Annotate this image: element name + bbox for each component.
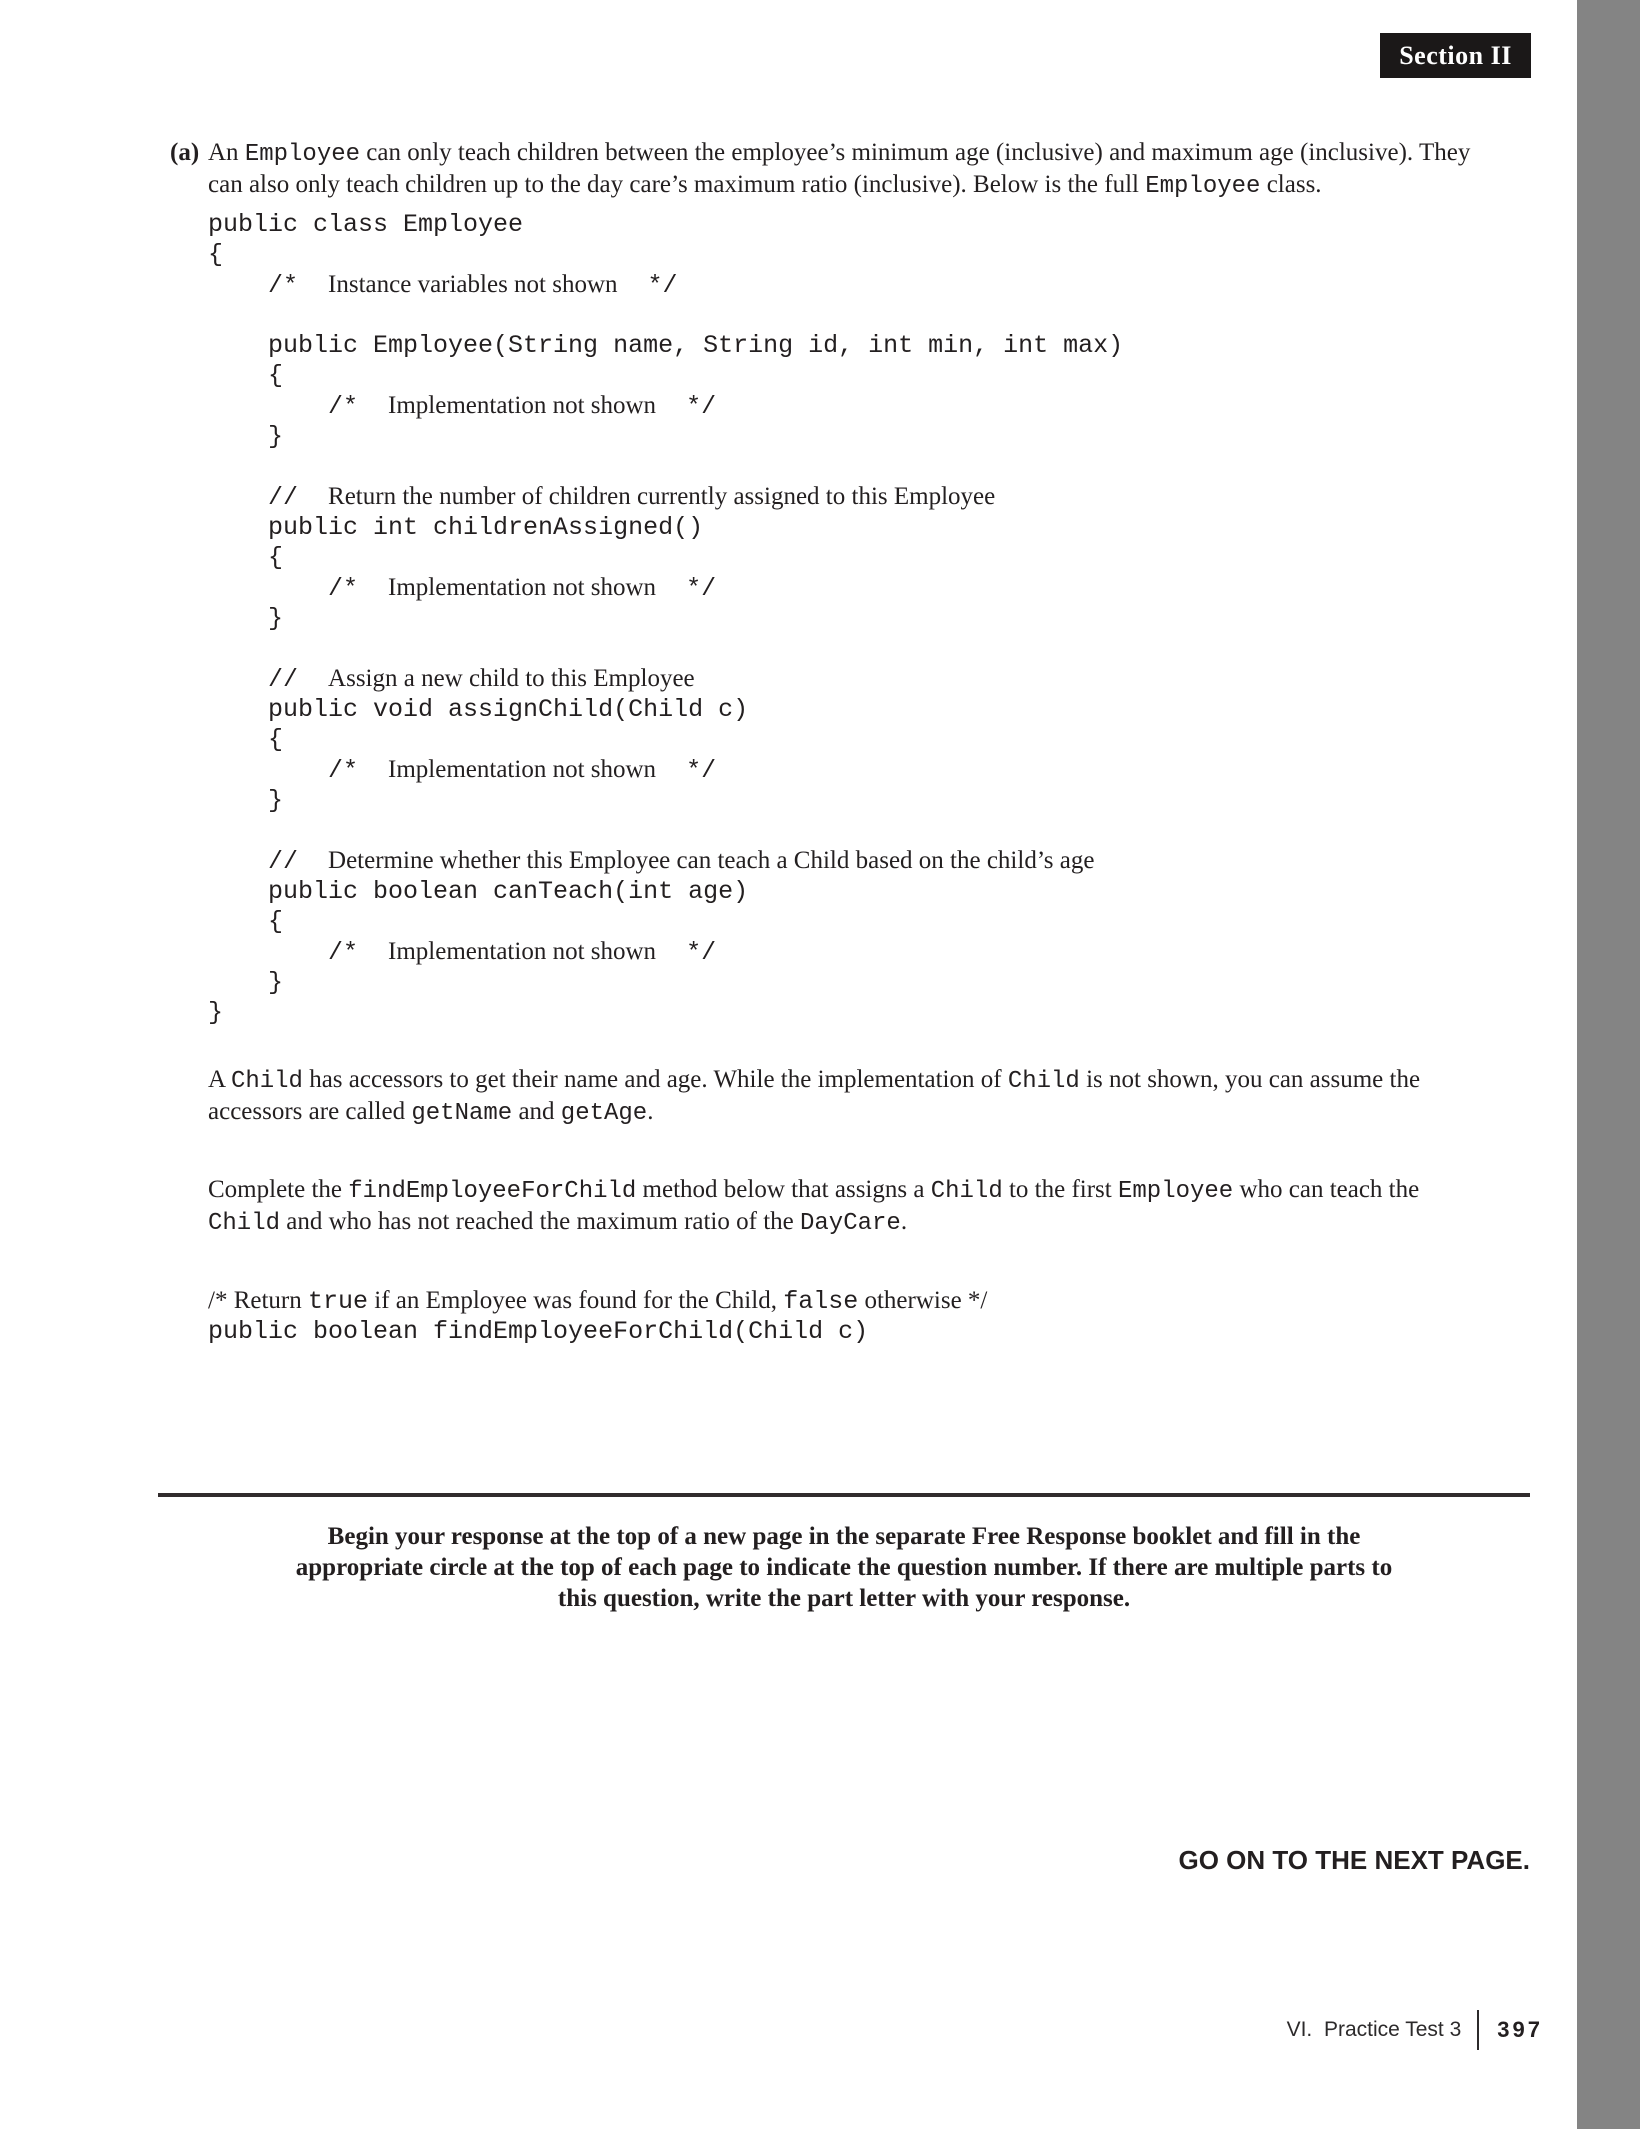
- page-number: 397: [1497, 2017, 1543, 2042]
- part-label: (a): [170, 139, 200, 166]
- employee-class-code: public class Employee { /* Instance variables not shown */ public Employee(String name, String id, int min, int max) { /* Implementation not shown */ } // Return the number of children currently assigned to this Employee public int childrenAssigned() { /* Implementation not shown */ } // Assign a new child to this Employee public void assignChild(Child c) { /* Implementation not shown */ } // Determine whether this Employee can teach a Child based on the child’s age public boolean canTeach(int age) { /* Implementation not shown */ } }: [208, 210, 1124, 1027]
- divider-rule: [158, 1493, 1530, 1497]
- footer-breadcrumb: VI. Practice Test 3: [1286, 2018, 1462, 2041]
- go-on-text: GO ON TO THE NEXT PAGE.: [1178, 1845, 1530, 1875]
- child-accessors-paragraph: A Child has accessors to get their name and age. While the implementation of Child is not shown, you can assume the accessors are called getName and getAge.: [208, 1066, 1421, 1127]
- method-signature-code: /* Return true if an Employee was found for the Child, false otherwise */ public boolean findEmployeeForChild(Child c): [208, 1287, 988, 1346]
- question-part-a: [170, 138, 1470, 202]
- response-instructions: Begin your response at the top of a new page in the separate Free Response booklet and fill in the appropriate circle at the top of each page to indicate the question number. If there are multiple parts to this question, write the part letter with your response.: [295, 1523, 1393, 1612]
- task-paragraph: Complete the findEmployeeForChild method below that assigns a Child to the first Employee who can teach the Child and who has not reached the maximum ratio of the DayCare.: [208, 1176, 1420, 1237]
- section-badge-label: Section II: [1399, 40, 1512, 70]
- footer-separator: [1477, 2010, 1479, 2050]
- question-intro-paragraph: An Employee can only teach children between the employee’s minimum age (inclusive) and maximum age (inclusive). They can also only teach children up to the day care’s maximum ratio (inclusive). Below is the full Employee class.: [208, 139, 1471, 200]
- section-badge: [1380, 33, 1531, 78]
- page-footer: [1287, 2008, 1543, 2052]
- page-edge-bar: [1577, 0, 1640, 2129]
